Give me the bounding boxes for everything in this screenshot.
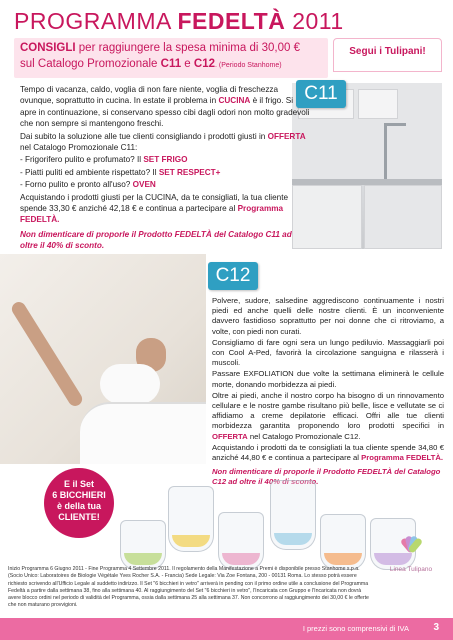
c11-closing: Acquistando i prodotti giusti per la CUCINA, da te consigliati, la tua cliente spende 33,30 € anziché 42,18 € e continua a partecipare al Programma FEDELTÀ. [20, 192, 289, 225]
consigli-label: CONSIGLI [20, 42, 76, 54]
c12-reminder: Non dimenticare di proporle il Prodotto FEDELTÀ del Catalogo C12 ad oltre il 40% di sconto. [212, 467, 441, 487]
glasses-photo [120, 474, 426, 570]
c12-p5: Acquistando i prodotti da te consigliati la tua cliente spende 34,80 € anziché 44,80 € e continua a partecipare al Programma FEDELTÀ. [212, 442, 444, 463]
legs-bath-photo [0, 254, 206, 464]
c11-advice: Dai subito la soluzione alle tue clienti consigliando i prodotti giusti in OFFERTA nel Catalogo Promozionale C11: [20, 131, 306, 153]
vat-note: I prezzi sono comprensivi di IVA [302, 624, 409, 633]
legal-text: Inizio Programma 6 Giugno 2011 - Fine Programma 4 Settembre 2011. Il regolamento della Manifestazione a Premi è disponibile presso Stanhome s.p.a. (Socio Unico: Laboratoires de Biologie Végétale Yves Rocher S.A. - Francia) Sede Legale: Via Zoe Fontana, 200 - 00131 Roma. Lo stesso potrà essere richiesto scrivendo all'Ufficio Legale al suddetto indirizzo. Il Set "6 bicchieri in vetro" arriverà in pending con il primo ordine utile a conclusione del Programma Fedeltà a partire dalla settimana 38, fino alla settimana 40. Al raggiungimento del Set "6 bicchieri in vetro", l'Incaricata con Gruppo e l'Incaricata non dovrà avere blocco ordini nel periodo di validità del Programma, ossia dalla settimana 25 alla settimana 37. Non concorrono al raggiungimento dei 30,00 € le offerte che non maturano provvigioni. [8, 566, 369, 609]
c11-intro: Tempo di vacanza, caldo, voglia di non fare niente, voglia di freschezza ovunque, soprattutto in cucina. In estate il problema in CUCINA è il frigo. Si apre in continuazione, si conservano spesso cibi dagli odori non molto gradevoli che non sempre si mantengono freschi. [20, 85, 310, 129]
c11-q1: - Frigorifero pulito e profumato? Il SET FRIGO [20, 155, 188, 165]
set-bicchieri-bubble: E il Set 6 BICCHIERI è della tua CLIENTE! [44, 468, 114, 538]
page-title: PROGRAMMA FEDELTÀ 2011 [14, 8, 344, 34]
section-c11-text [20, 84, 310, 253]
segui-tulipani-tab: Segui i Tulipani! [333, 38, 442, 72]
page-number: 3 [433, 622, 439, 633]
c12-p2: Consigliamo di fare ogni sera un lungo pediluvio. Massaggiarli poi con Cool A-Ped, favorirà la circolazione sanguigna e rilasserà i muscoli. [212, 337, 444, 368]
badge-c12: C12 [208, 262, 258, 290]
c11-reminder: Non dimenticare di proporle il Prodotto FEDELTÀ del Catalogo C11 ad oltre il 40% di sconto. [20, 229, 292, 251]
c12-p1: Polvere, sudore, salsedine aggrediscono continuamente i nostri piedi ed anche quelli delle nostre clienti. È un inconveniente davvero fastidioso soprattutto per noi donne che ci ritroviamo, a volte, con piedi non curati. [212, 296, 444, 336]
linea-tulipano-logo: Linea Tulipano [385, 536, 437, 573]
c12-p4: Oltre ai piedi, anche il nostro corpo ha bisogno di un rinnovamento cellulare e le nostre gambe risultano più belle, lisce e vellutate se ci affidiamo a creme depilatorie efficaci. Offri alle tue clienti morbidezza garantita proponendo loro prodotti specifici in OFFERTA nel Catalogo Promozionale C12. [212, 390, 444, 441]
c11-q3: - Forno pulito e pronto all'uso? OVEN [20, 180, 156, 190]
c11-q2: - Piatti puliti ed ambiente rispettato? Il SET RESPECT+ [20, 167, 221, 177]
consigli-header: CONSIGLI per raggiungere la spesa minima di 30,00 € sul Catalogo Promozionale C11 e C12. (Periodo Stanhome) [14, 38, 328, 78]
tulip-icon [397, 536, 425, 564]
c12-p3: Passare EXFOLIATION due volte la settimana eliminerà le cellule morte, donando morbidezza ai piedi. [212, 369, 444, 389]
footer-bar [0, 618, 453, 640]
badge-c11: C11 [296, 80, 346, 108]
section-c12-text [212, 296, 444, 489]
